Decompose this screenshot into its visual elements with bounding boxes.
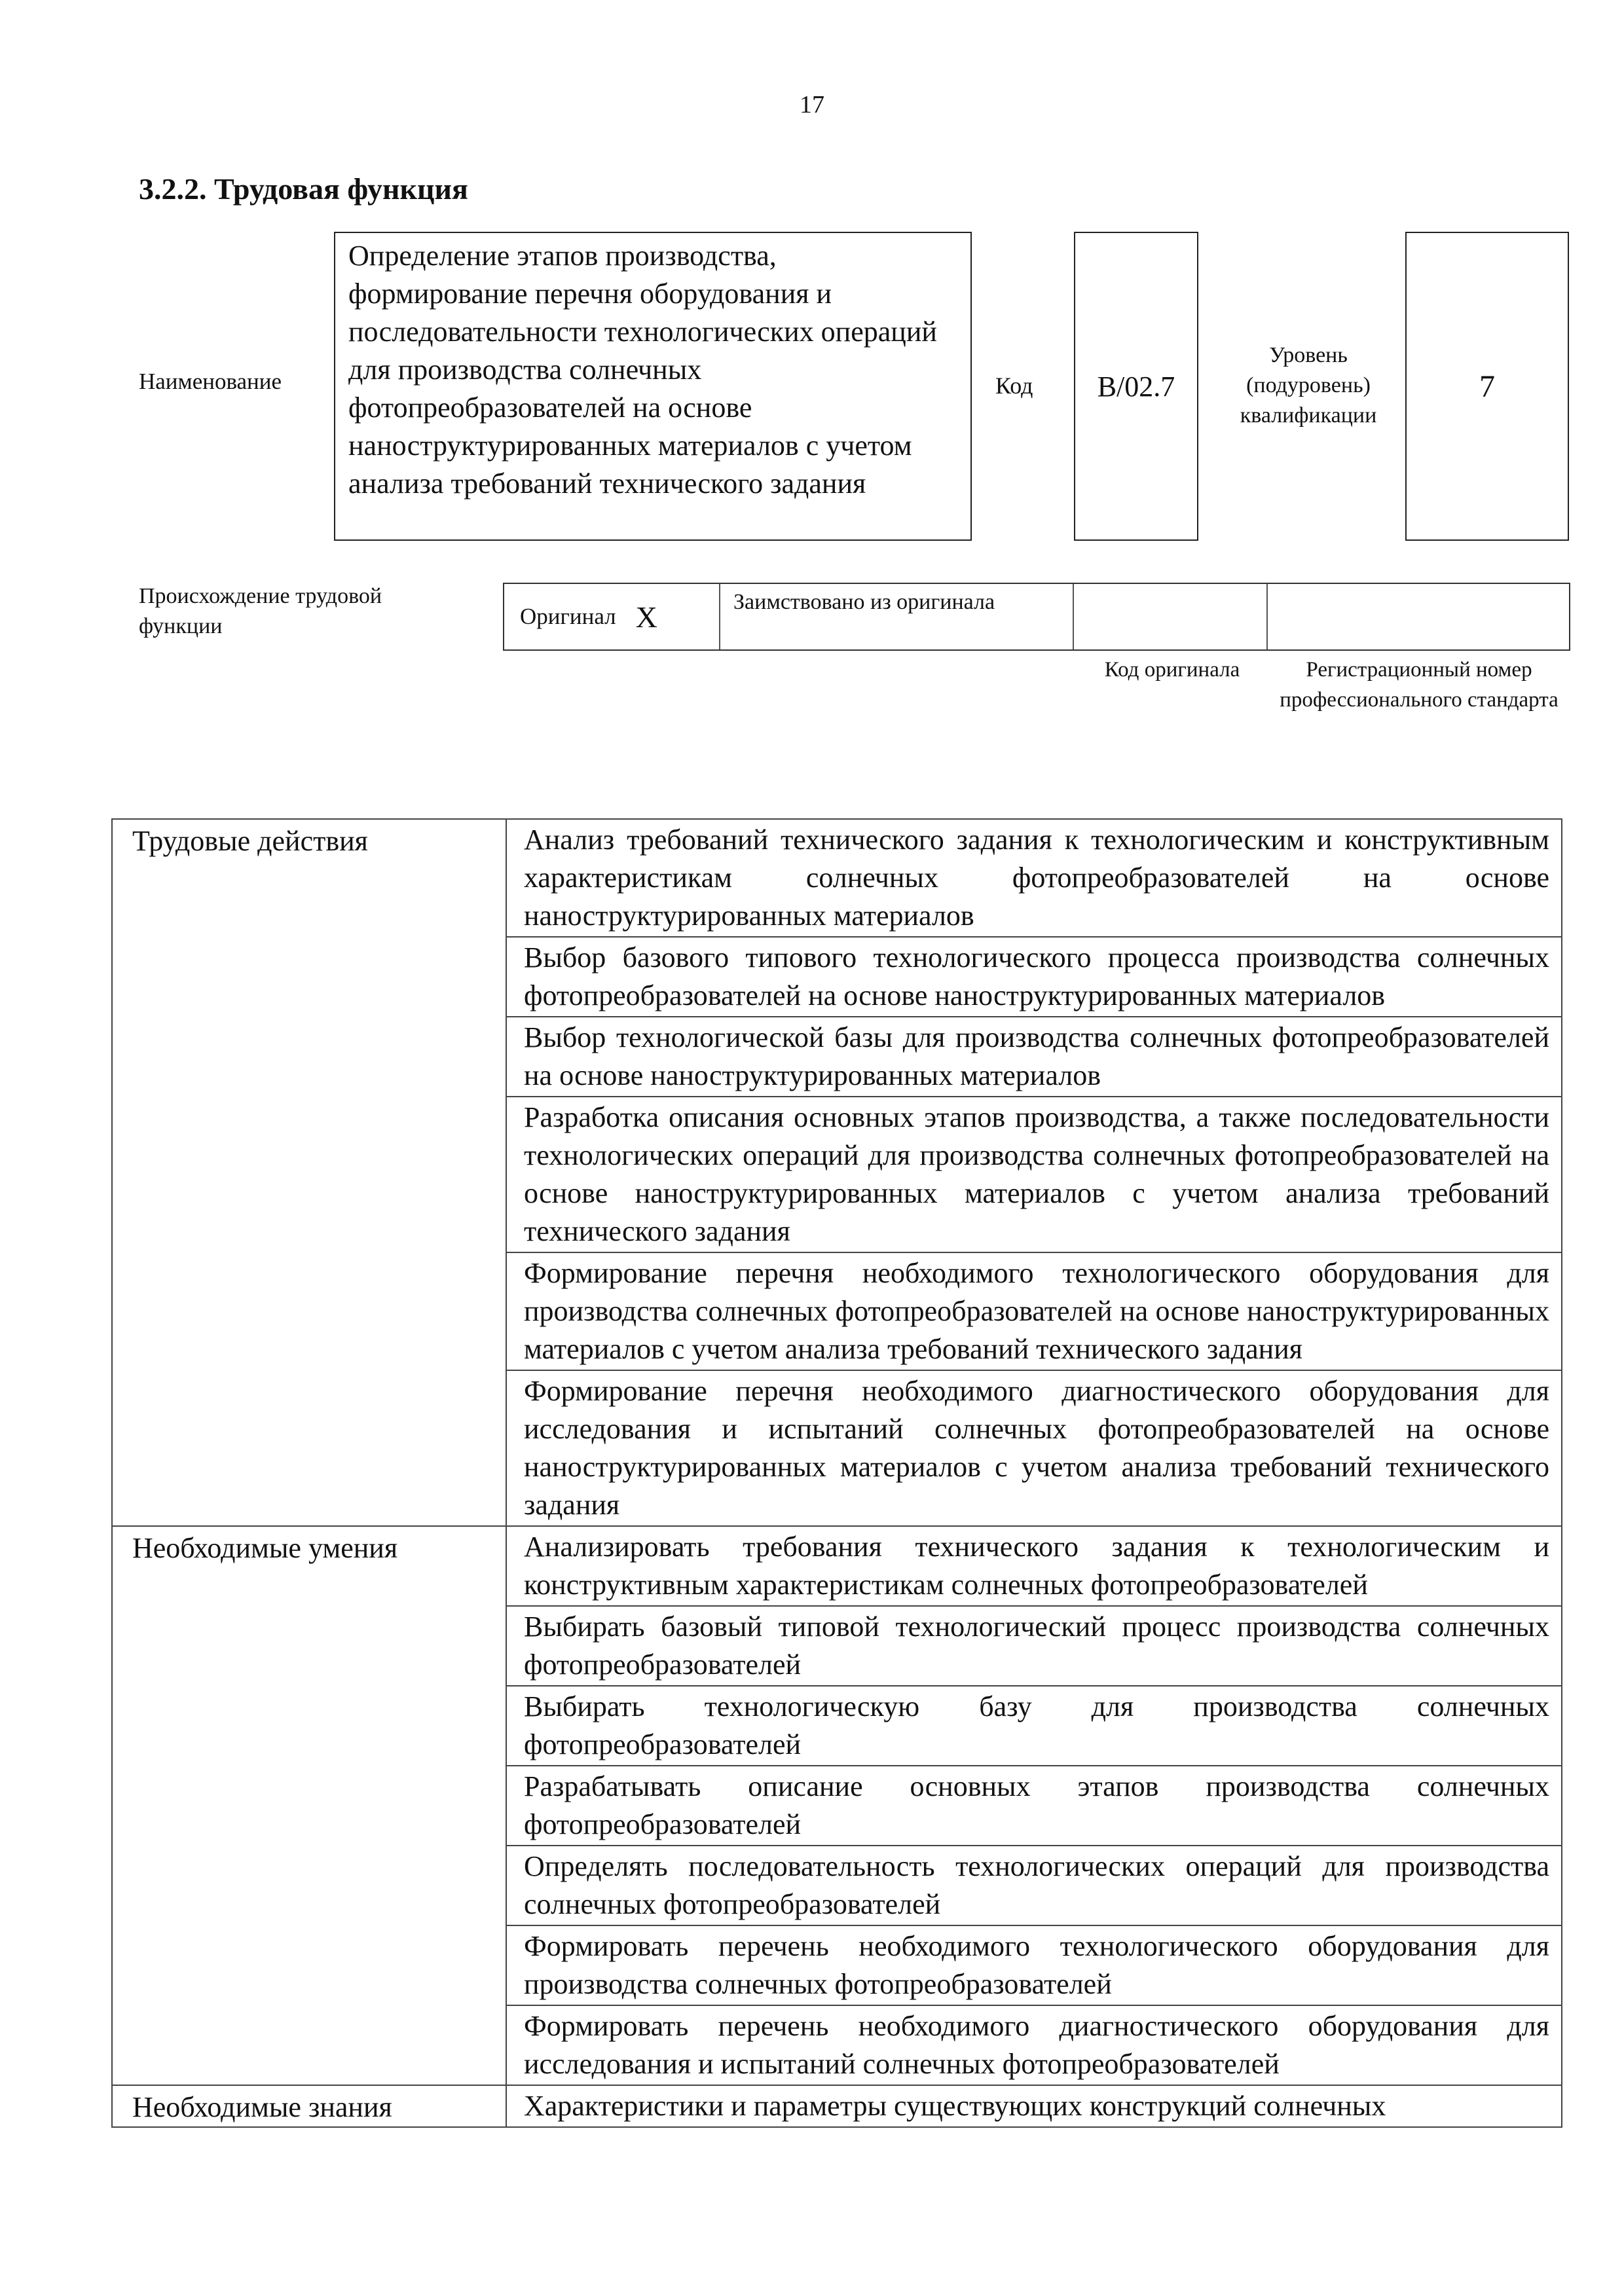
table-row: [112, 2085, 1562, 2127]
labor-action-item: Анализ требований технического задания к технологическим и конструктивным характеристикам солнечных фотопреобразователей на основе наноструктурированных материалов: [506, 819, 1562, 937]
origin-original-cell: [504, 584, 720, 649]
section-title: 3.2.2. Трудовая функция: [139, 172, 468, 206]
original-code-cell: [1074, 584, 1268, 649]
code-label: Код: [995, 373, 1033, 399]
knowledge-label: Необходимые знания: [112, 2085, 506, 2127]
labor-actions-label: Трудовые действия: [112, 819, 506, 1526]
skill-item: Определять последовательность технологических операций для производства солнечных фотопреобразователей: [506, 1846, 1562, 1925]
qualification-level-value: 7: [1405, 232, 1569, 541]
origin-label: Происхождение трудовой функции: [139, 584, 382, 638]
borrowed-label: Заимствовано из оригинала: [720, 584, 1074, 649]
name-value: Определение этапов производства, формирование перечня оборудования и последовательности технологических операций для производства солнечных фотопреобразователей на основе наноструктурированных материалов с учетом анализа требований технического задания: [334, 232, 972, 541]
code-value: B/02.7: [1074, 232, 1198, 541]
labor-action-item: Разработка описания основных этапов производства, а также последовательности технологических операций для производства солнечных фотопреобразователей на основе наноструктурированных материалов с учетом анализа требований технического задания: [506, 1097, 1562, 1252]
qualification-level-label: Уровень (подуровень) квалификации: [1240, 343, 1377, 428]
skills-label: Необходимые умения: [112, 1526, 506, 2085]
labor-action-item: Выбор технологической базы для производства солнечных фотопреобразователей на основе наноструктурированных материалов: [506, 1017, 1562, 1097]
function-table: [111, 818, 1562, 2128]
original-code-caption: Код оригинала: [1104, 658, 1240, 682]
name-label: Наименование: [139, 369, 282, 394]
labor-action-item: Выбор базового типового технологического процесса производства солнечных фотопреобразователей на основе наноструктурированных материалов: [506, 937, 1562, 1017]
table-row: [112, 819, 1562, 937]
skill-item: Анализировать требования технического задания к технологическим и конструктивным характеристикам солнечных фотопреобразователей: [506, 1526, 1562, 1606]
skill-item: Выбирать технологическую базу для производства солнечных фотопреобразователей: [506, 1686, 1562, 1766]
reg-number-cell: [1268, 584, 1569, 649]
skill-item: Формировать перечень необходимого технологического оборудования для производства солнечных фотопреобразователей: [506, 1925, 1562, 2005]
page-number: 17: [800, 91, 824, 118]
table-row: [112, 1526, 1562, 1606]
labor-action-item: Формирование перечня необходимого технологического оборудования для производства солнечных фотопреобразователей на основе наноструктурированных материалов с учетом анализа требований технического задания: [506, 1252, 1562, 1370]
skill-item: Разрабатывать описание основных этапов производства солнечных фотопреобразователей: [506, 1766, 1562, 1846]
skill-item: Выбирать базовый типовой технологический процесс производства солнечных фотопреобразователей: [506, 1606, 1562, 1686]
knowledge-item: Характеристики и параметры существующих конструкций солнечных: [506, 2085, 1562, 2127]
skill-item: Формировать перечень необходимого диагностического оборудования для исследования и испытаний солнечных фотопреобразователей: [506, 2005, 1562, 2085]
original-mark: X: [635, 600, 657, 634]
labor-action-item: Формирование перечня необходимого диагностического оборудования для исследования и испытаний солнечных фотопреобразователей на основе наноструктурированных материалов с учетом анализа требований технического задания: [506, 1370, 1562, 1526]
reg-number-caption: Регистрационный номер профессионального стандарта: [1280, 658, 1559, 712]
origin-row: [503, 583, 1570, 651]
original-label: Оригинал: [520, 604, 616, 629]
